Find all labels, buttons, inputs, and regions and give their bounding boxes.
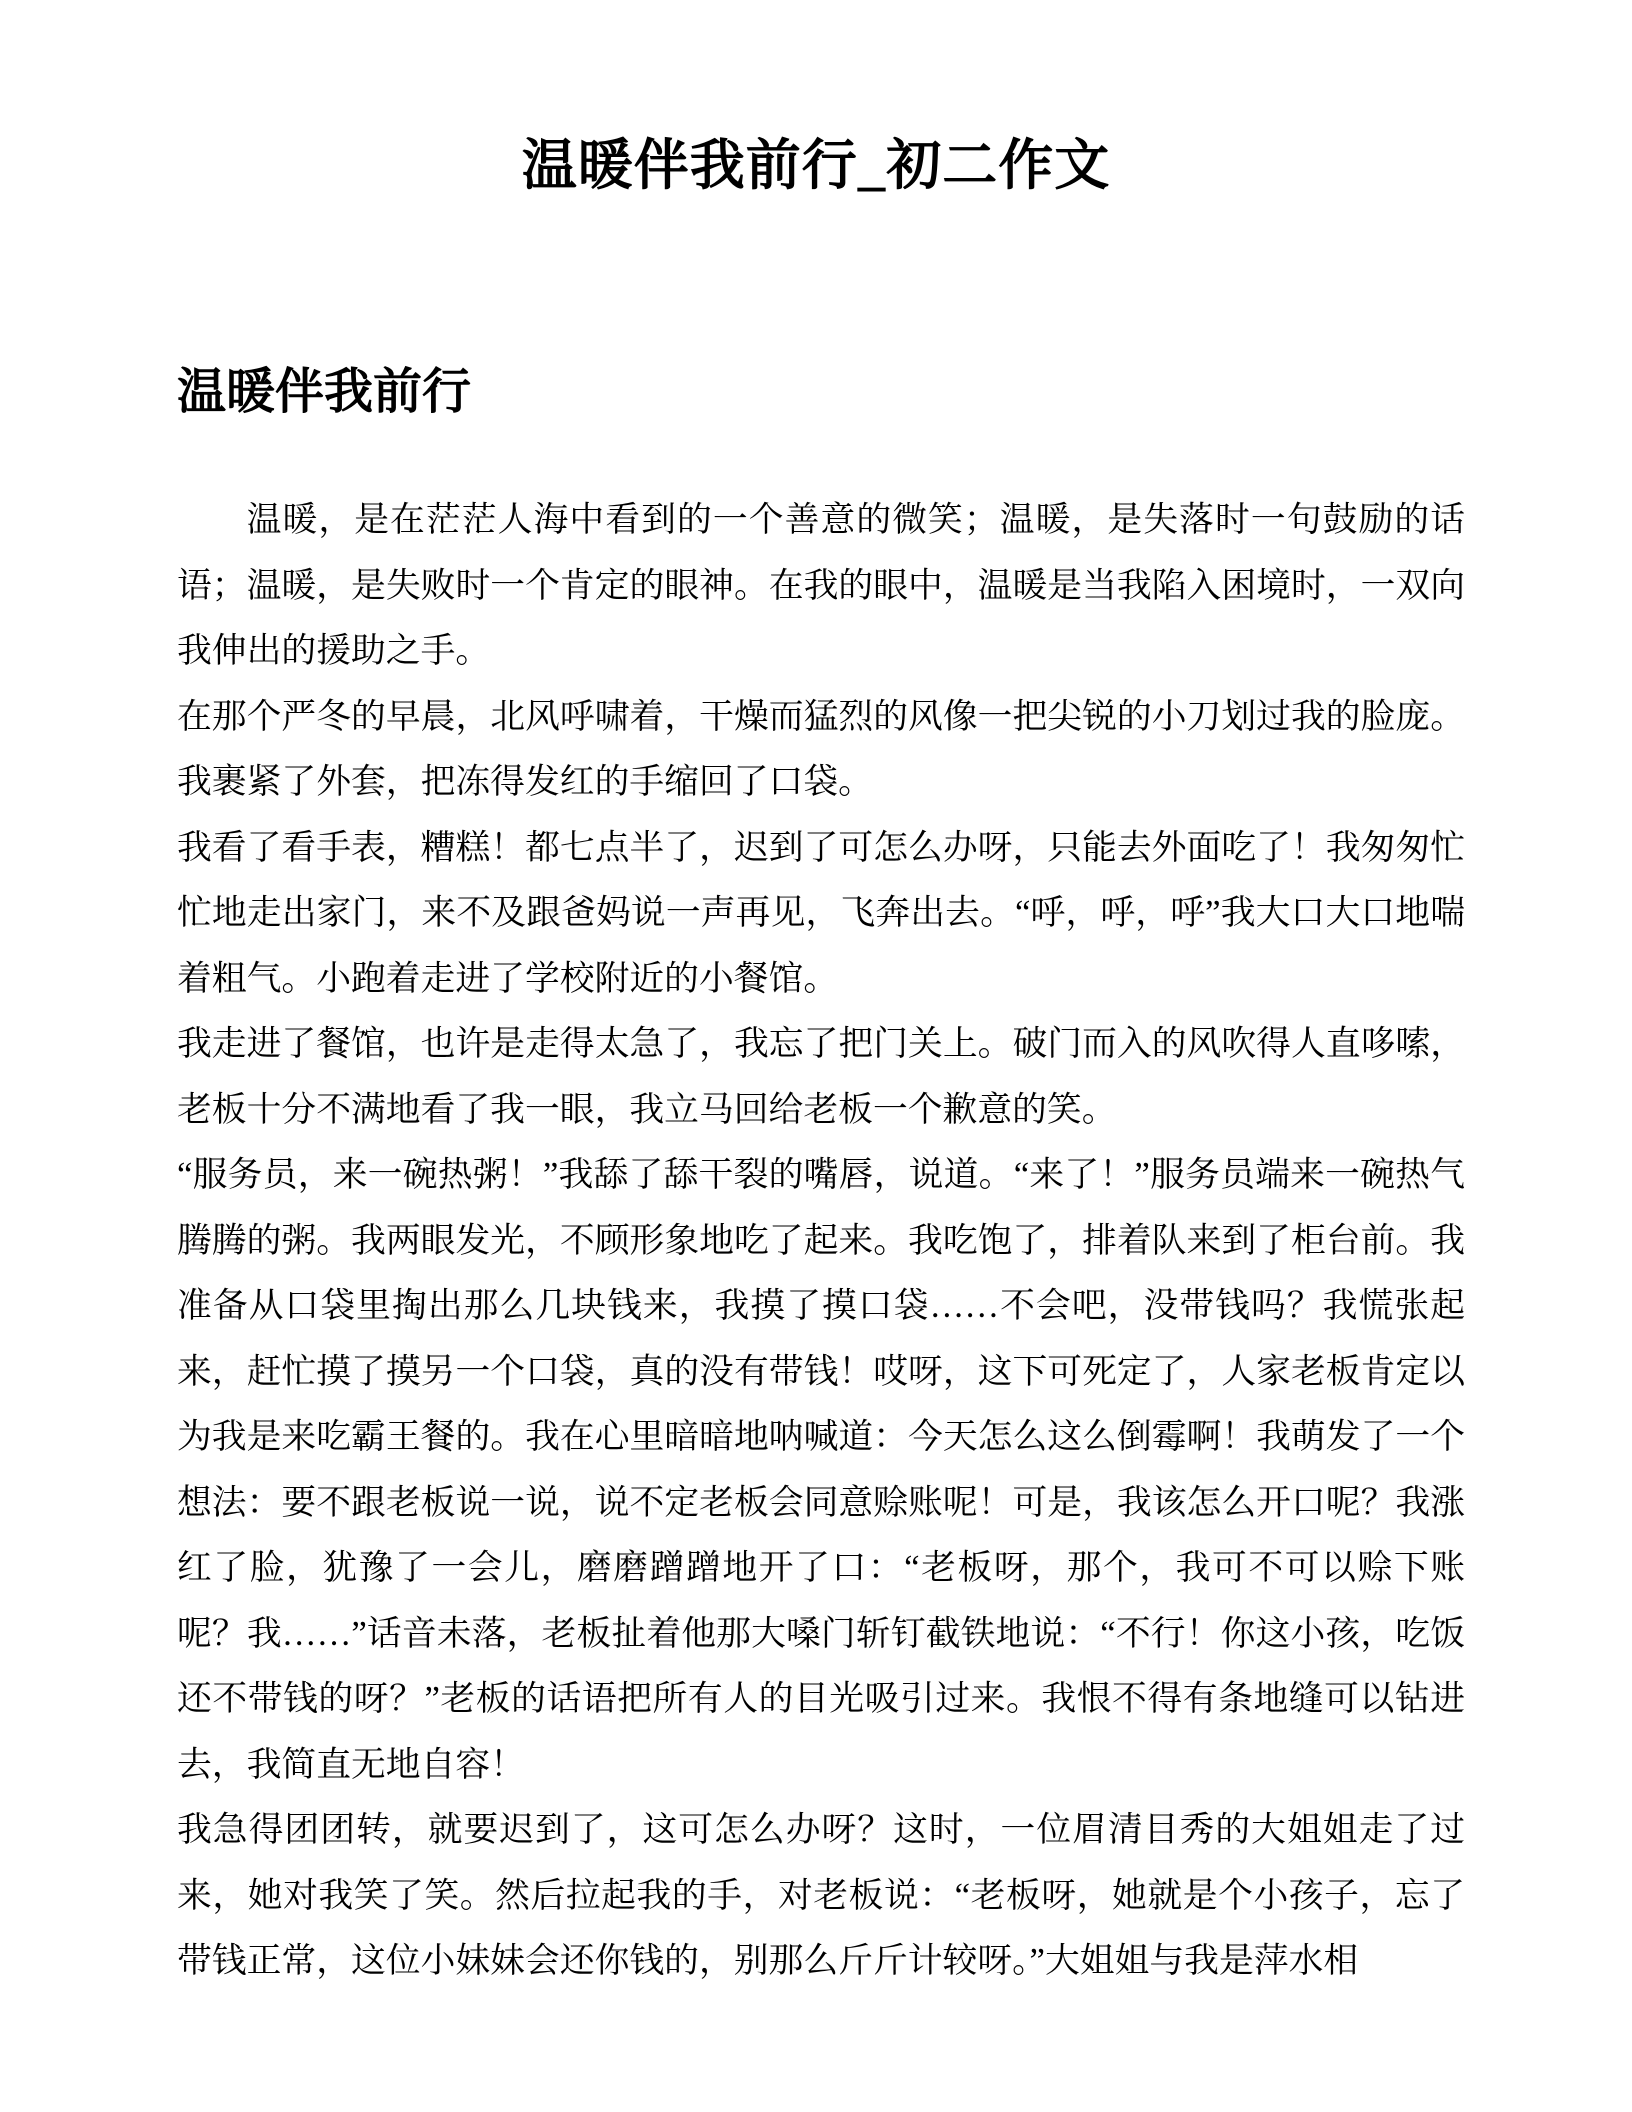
page-title: 温暖伴我前行_初二作文 [521,135,1111,196]
paragraph: “服务员，来一碗热粥！”我舔了舔干裂的嘴唇，说道。“来了！”服务员端来一碗热气腾腾的粥。我两眼发光，不顾形象地吃了起来。我吃饱了，排着队来到了柜台前。我准备从口袋里掏出那么几块钱来，我摸了摸口袋……不会吧，没带钱吗？我慌张起来，赶忙摸了摸另一个口袋，真的没有带钱！哎呀，这下可死定了，人家老板肯定以为我是来吃霸王餐的。我在心里暗暗地呐喊道：今天怎么这么倒霉啊！我萌发了一个想法：要不跟老板说一说，说不定老板会同意赊账呢！可是，我该怎么开口呢？我涨红了脸，犹豫了一会儿，磨磨蹭蹭地开了口：“老板呀，那个，我可不可以赊下账呢？我……”话音未落，老板扯着他那大嗓门斩钉截铁地说：“不行！你这小孩，吃饭还不带钱的呀？”老板的话语把所有人的目光吸引过来。我恨不得有条地缝可以钻进去，我简直无地自容！ [177,1155,1465,1784]
section-heading: 温暖伴我前行 [177,364,472,419]
essay-body [177,487,1465,1994]
paragraph: 温暖，是在茫茫人海中看到的一个善意的微笑；温暖，是失落时一句鼓励的话语；温暖，是失败时一个肯定的眼神。在我的眼中，温暖是当我陷入困境时，一双向我伸出的援助之手。 [177,500,1465,670]
paragraph: 我走进了餐馆，也许是走得太急了，我忘了把门关上。破门而入的风吹得人直哆嗦，老板十分不满地看了我一眼，我立马回给老板一个歉意的笑。 [177,1024,1465,1129]
paragraph: 我看了看手表，糟糕！都七点半了，迟到了可怎么办呀，只能去外面吃了！我匆匆忙忙地走出家门，来不及跟爸妈说一声再见，飞奔出去。“呼，呼，呼”我大口大口地喘着粗气。小跑着走进了学校附近的小餐馆。 [177,827,1465,998]
paragraph: 在那个严冬的早晨，北风呼啸着，干燥而猛烈的风像一把尖锐的小刀划过我的脸庞。我裹紧了外套，把冻得发红的手缩回了口袋。 [177,696,1465,801]
paragraph: 我急得团团转，就要迟到了，这可怎么办呀？这时，一位眉清目秀的大姐姐走了过来，她对我笑了笑。然后拉起我的手，对老板说：“老板呀，她就是个小孩子，忘了带钱正常，这位小妹妹会还你钱的，别那么斤斤计较呀。”大姐姐与我是萍水相 [177,1810,1465,1980]
